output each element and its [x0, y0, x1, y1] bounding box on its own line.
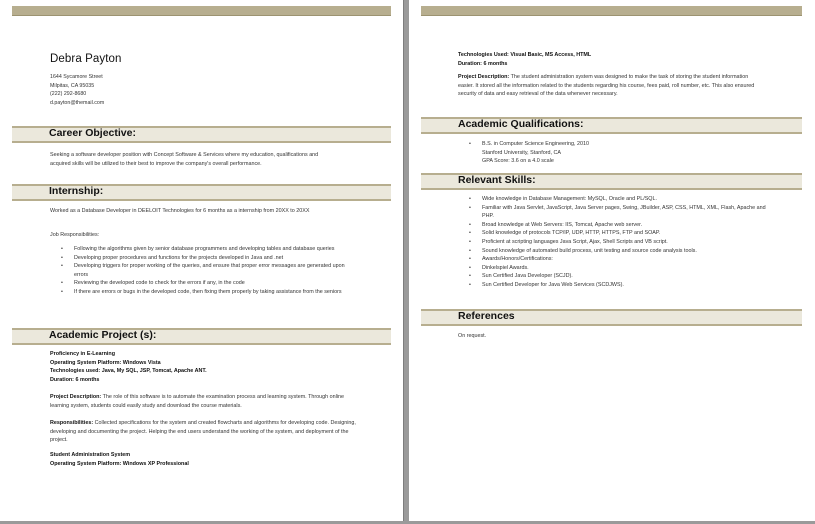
list-item: • If there are errors or bugs in the developed code, then fixing them properly by taking assistance from the seniors — [61, 288, 356, 297]
degree: B.S. in Computer Science Engineering, 2010 — [482, 141, 589, 147]
section-title: Career Objective: — [49, 127, 136, 139]
list-item: • Developing proper procedures and functions for the projects developed in Java and .net — [61, 254, 356, 263]
project-2-tech: Technologies Used: Visual Basic, MS Access, HTML — [458, 52, 592, 58]
project-1-os: Operating System Platform: Windows Vista — [50, 359, 161, 366]
project-2-os: Operating System Platform: Windows XP Professional — [50, 460, 189, 467]
school: Stanford University, Stanford, CA — [482, 149, 561, 156]
section-header-academic-project — [12, 328, 391, 345]
responsibilities-text: Collected specifications for the system and created flowcharts and algorithms for developing code. Designing, developing and documenting the project. Helping the end users understand the working of the system, and deployment of the project. — [50, 420, 356, 444]
internship-bullets — [61, 245, 356, 297]
resume-page-2 — [409, 0, 815, 521]
project-2-description — [458, 73, 763, 99]
list-item: • Wide knowledge in Database Management: MySQL, Oracle and PL/SQL. — [469, 195, 769, 204]
list-item: • Following the algorithms given by senior database programmers and developing tables and database queries — [61, 245, 356, 254]
internship-intro: Worked as a Database Developer in DEELOIT Technologies for 6 months as a internship from 20XX to 20XX — [50, 208, 310, 214]
address-city: Milpitas, CA 95035 — [50, 82, 95, 89]
list-item: • Broad knowledge at Web Servers: IIS, Tomcat, Apache web server. — [469, 221, 769, 230]
references-text: On request. — [458, 333, 487, 339]
section-title: Academic Project (s): — [49, 329, 157, 341]
list-item: • Sun Certified Developer for Java Web Services (SCDJWS). — [469, 281, 769, 290]
resume-page-1 — [0, 0, 404, 521]
career-objective-text: Seeking a software developer position with Concept Software & Services where my education, qualifications and acquired skills will be utilized to their best to improve the company's overall performance. — [50, 152, 319, 167]
section-header-relevant-skills — [421, 173, 802, 190]
top-accent-bar — [421, 6, 802, 16]
section-title: Relevant Skills: — [458, 174, 536, 186]
job-responsibilities-label: Job Responsibilities: — [50, 232, 100, 238]
project-1-duration: Duration: 6 months — [50, 376, 100, 383]
gpa: GPA Score: 3.6 on a 4.0 scale — [482, 158, 554, 165]
address-phone: (222) 292-8680 — [50, 91, 87, 98]
list-item: • Solid knowledge of protocols TCP/IP, UDP, HTTP, HTTPS, FTP and SOAP. — [469, 229, 769, 238]
list-item: • Reviewing the developed code to check for the errors if any, in the code — [61, 279, 356, 288]
project-2-tech-block — [458, 51, 591, 68]
contact-address — [50, 73, 104, 107]
section-header-internship — [12, 184, 391, 201]
skills-list — [469, 195, 769, 290]
project-1-responsibilities — [50, 419, 360, 445]
project-2-name: Student Administration System — [50, 452, 131, 458]
section-header-career-objective — [12, 126, 391, 143]
list-item: • Sound knowledge of automated build process, unit testing and source code analysis tools. — [469, 247, 769, 256]
qualifications-list — [469, 140, 759, 166]
project-description-label: Project Description: — [50, 394, 102, 400]
section-header-academic-qualifications — [421, 117, 802, 134]
section-header-references — [421, 309, 802, 326]
address-street: 1644 Sycamore Street — [50, 74, 103, 80]
list-item: • Proficient at scripting languages Java Script, Ajax, Shell Scripts and VB script. — [469, 238, 769, 247]
project-description-text: The student administration system was designed to make the task of storing the student information easier. It stored all the information related to the students regarding his course, fees paid, roll number, etc. This also ensured security of data and easy retrieval of the data whenever necessary. — [458, 74, 755, 98]
responsibilities-label: Responsibilities: — [50, 420, 94, 426]
list-item — [469, 140, 759, 166]
project-description-text: The role of this software is to automate the examination process and learning system. Through online learning system, students could easily study and download the course materials. — [50, 394, 345, 409]
project-1-details — [50, 350, 207, 384]
list-item: • Awards/Honors/Certifications: — [469, 255, 769, 264]
list-item: • Developing triggers for proper working of the queries, and ensure that proper error messages are generated upon errors — [61, 262, 356, 279]
project-1-description — [50, 393, 360, 410]
list-item: • Familiar with Java Servlet, JavaScript, Java Server pages, Swing, JBuilder, ASP, CSS, HTML, XML, Flash, Apache and PHP. — [469, 204, 769, 221]
project-1-tech: Technologies used: Java, My SQL, JSP, Tomcat, Apache ANT. — [50, 368, 207, 375]
list-item: • Sun Certified Java Developer (SCJD). — [469, 272, 769, 281]
section-title: Internship: — [49, 185, 104, 197]
section-title: References — [458, 310, 515, 322]
top-accent-bar — [12, 6, 391, 16]
candidate-name: Debra Payton — [50, 53, 122, 65]
project-1-name: Proficiency in E-Learning — [50, 351, 116, 357]
project-2-duration: Duration: 6 months — [458, 60, 508, 67]
project-description-label: Project Description: — [458, 74, 510, 80]
list-item: • Dinkelspiel Awards. — [469, 264, 769, 273]
section-title: Academic Qualifications: — [458, 118, 584, 130]
project-2-details — [50, 451, 189, 468]
address-email: d.payton@themail.com — [50, 99, 105, 106]
